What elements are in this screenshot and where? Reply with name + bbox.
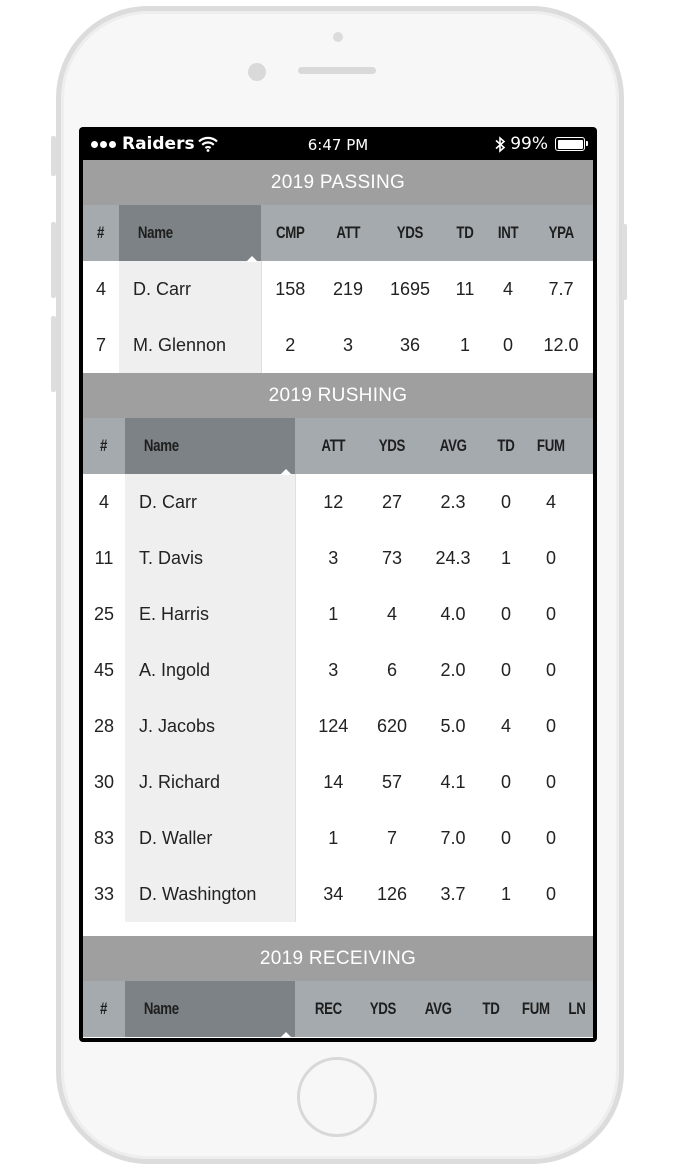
bluetooth-icon bbox=[495, 136, 506, 153]
carrier-name: Raiders bbox=[122, 134, 195, 154]
stat-cell: 4 bbox=[502, 278, 513, 299]
col-header-overflow bbox=[583, 418, 593, 474]
battery-icon bbox=[555, 137, 585, 151]
jersey-number: 25 bbox=[93, 603, 115, 624]
player-name: D. Washington bbox=[125, 866, 295, 922]
power-button bbox=[622, 224, 627, 300]
stat-cell: 124 bbox=[318, 715, 349, 736]
stat-cell: 27 bbox=[381, 491, 403, 512]
overflow-cell bbox=[583, 810, 593, 866]
stat-cell: 12.0 bbox=[543, 334, 579, 355]
stat-cell: 1 bbox=[500, 883, 511, 904]
stat-cell: 0 bbox=[545, 771, 556, 792]
table-header-row bbox=[83, 418, 593, 474]
stat-cell: 3.7 bbox=[440, 883, 466, 904]
col-header-name[interactable]: Name bbox=[125, 981, 295, 1037]
section-title: 2019 RUSHING bbox=[83, 373, 593, 418]
stat-cell: 3 bbox=[342, 334, 353, 355]
jersey-number: 83 bbox=[93, 827, 115, 848]
status-time: 6:47 PM bbox=[307, 136, 369, 154]
silent-switch bbox=[51, 136, 56, 176]
stat-cell: 4 bbox=[386, 603, 397, 624]
stat-cell: 12 bbox=[323, 491, 344, 512]
jersey-number: 30 bbox=[93, 771, 115, 792]
col-header[interactable]: # bbox=[83, 981, 125, 1037]
stat-cell: 1 bbox=[500, 547, 511, 568]
stat-cell: 0 bbox=[500, 659, 511, 680]
table-row[interactable] bbox=[83, 530, 593, 586]
table-row[interactable] bbox=[83, 261, 593, 317]
home-button[interactable] bbox=[297, 1057, 377, 1137]
table-row[interactable] bbox=[83, 698, 593, 754]
overflow-cell bbox=[583, 474, 593, 530]
col-header[interactable]: AVG bbox=[405, 981, 471, 1037]
battery-percent: 99% bbox=[510, 134, 548, 154]
col-header[interactable]: YPA bbox=[529, 205, 593, 261]
stat-cell: 158 bbox=[275, 278, 306, 299]
stat-cell: 3 bbox=[328, 547, 339, 568]
stat-cell: 36 bbox=[399, 334, 421, 355]
jersey-number: 33 bbox=[93, 883, 115, 904]
col-header[interactable]: # bbox=[83, 205, 119, 261]
col-header[interactable]: YDS bbox=[377, 205, 443, 261]
col-header[interactable]: LN bbox=[561, 981, 593, 1037]
stat-cell: 0 bbox=[545, 603, 556, 624]
stat-cell: 7 bbox=[386, 827, 397, 848]
col-header[interactable]: REC bbox=[295, 981, 361, 1037]
player-name: A. Ingold bbox=[125, 642, 295, 698]
table-header-row bbox=[83, 205, 593, 261]
stat-cell: 1 bbox=[328, 827, 339, 848]
overflow-cell bbox=[583, 586, 593, 642]
col-header[interactable]: ATT bbox=[319, 205, 377, 261]
table-row[interactable] bbox=[83, 866, 593, 922]
stat-cell: 14 bbox=[323, 771, 344, 792]
stat-cell: 3 bbox=[328, 659, 339, 680]
table-row[interactable] bbox=[83, 642, 593, 698]
stat-cell: 11 bbox=[455, 278, 475, 299]
table-row[interactable] bbox=[83, 317, 593, 373]
receiving-table bbox=[83, 981, 593, 1037]
stat-cell: 0 bbox=[545, 659, 556, 680]
rushing-section bbox=[83, 373, 593, 922]
table-row[interactable] bbox=[83, 810, 593, 866]
stat-cell: 5.0 bbox=[440, 715, 466, 736]
col-header[interactable]: TD bbox=[443, 205, 487, 261]
section-title: 2019 PASSING bbox=[83, 160, 593, 205]
stat-cell: 0 bbox=[500, 827, 511, 848]
jersey-number: 7 bbox=[95, 334, 106, 355]
stat-cell: 1 bbox=[328, 603, 339, 624]
stat-cell: 0 bbox=[545, 827, 556, 848]
rushing-table bbox=[83, 418, 593, 922]
stat-cell: 6 bbox=[386, 659, 397, 680]
stat-cell: 0 bbox=[500, 491, 511, 512]
player-name: T. Davis bbox=[125, 530, 295, 586]
col-header-name[interactable]: Name bbox=[125, 418, 295, 474]
front-camera bbox=[248, 63, 266, 81]
stat-cell: 4 bbox=[500, 715, 511, 736]
stat-cell: 7.7 bbox=[548, 278, 574, 299]
col-header[interactable]: CMP bbox=[261, 205, 319, 261]
col-header[interactable]: AVG bbox=[413, 418, 493, 474]
player-name: E. Harris bbox=[125, 586, 295, 642]
col-header-name[interactable]: Name bbox=[119, 205, 261, 261]
jersey-number: 4 bbox=[95, 278, 106, 299]
stat-cell: 2 bbox=[285, 334, 296, 355]
player-name: J. Jacobs bbox=[125, 698, 295, 754]
sensor-dot bbox=[333, 32, 343, 42]
stat-cell: 620 bbox=[376, 715, 408, 736]
stat-cell: 1 bbox=[459, 334, 470, 355]
jersey-number: 11 bbox=[94, 547, 114, 568]
stat-cell: 126 bbox=[376, 883, 408, 904]
stat-cell: 4.1 bbox=[440, 771, 466, 792]
stat-cell: 4 bbox=[545, 491, 556, 512]
stat-cell: 1695 bbox=[389, 278, 431, 299]
stat-cell: 57 bbox=[381, 771, 403, 792]
jersey-number: 45 bbox=[93, 659, 115, 680]
overflow-cell bbox=[583, 866, 593, 922]
app-content bbox=[83, 127, 593, 1038]
section-title: 2019 RECEIVING bbox=[83, 936, 593, 981]
player-name: D. Carr bbox=[119, 261, 261, 317]
stat-cell: 0 bbox=[545, 883, 556, 904]
table-row[interactable] bbox=[83, 586, 593, 642]
passing-table bbox=[83, 205, 593, 373]
stat-cell: 0 bbox=[500, 771, 511, 792]
table-header-row bbox=[83, 981, 593, 1037]
player-name: M. Glennon bbox=[119, 317, 261, 373]
table-row[interactable] bbox=[83, 474, 593, 530]
col-header[interactable]: TD bbox=[471, 981, 511, 1037]
col-header[interactable]: ATT bbox=[295, 418, 371, 474]
col-header[interactable]: YDS bbox=[361, 981, 405, 1037]
stat-cell: 2.0 bbox=[440, 659, 466, 680]
overflow-cell bbox=[583, 530, 593, 586]
col-header[interactable]: FUM bbox=[519, 418, 583, 474]
volume-up-button bbox=[51, 222, 56, 298]
jersey-number: 28 bbox=[93, 715, 115, 736]
col-header[interactable]: TD bbox=[493, 418, 519, 474]
stat-cell: 0 bbox=[545, 547, 556, 568]
stat-cell: 2.3 bbox=[440, 491, 466, 512]
stat-cell: 219 bbox=[332, 278, 364, 299]
overflow-cell bbox=[583, 754, 593, 810]
col-header[interactable]: FUM bbox=[511, 981, 561, 1037]
stat-cell: 0 bbox=[502, 334, 513, 355]
stat-cell: 73 bbox=[381, 547, 403, 568]
stat-cell: 0 bbox=[545, 715, 556, 736]
volume-down-button bbox=[51, 316, 56, 392]
phone-screen bbox=[79, 127, 597, 1042]
overflow-cell bbox=[583, 642, 593, 698]
battery-group bbox=[495, 134, 585, 154]
player-name: D. Carr bbox=[125, 474, 295, 530]
col-header[interactable]: YDS bbox=[371, 418, 413, 474]
overflow-cell bbox=[583, 698, 593, 754]
col-header[interactable]: INT bbox=[487, 205, 529, 261]
receiving-section bbox=[83, 936, 593, 1037]
jersey-number: 4 bbox=[98, 491, 109, 512]
stat-cell: 4.0 bbox=[440, 603, 466, 624]
player-name: J. Richard bbox=[125, 754, 295, 810]
stat-cell: 0 bbox=[500, 603, 511, 624]
table-row[interactable] bbox=[83, 754, 593, 810]
stat-cell: 7.0 bbox=[440, 827, 466, 848]
stat-cell: 34 bbox=[323, 883, 344, 904]
passing-section bbox=[83, 160, 593, 373]
player-name: D. Waller bbox=[125, 810, 295, 866]
stat-cell: 24.3 bbox=[435, 547, 471, 568]
status-bar bbox=[83, 127, 593, 160]
col-header[interactable]: # bbox=[83, 418, 125, 474]
earpiece-speaker bbox=[298, 67, 376, 74]
